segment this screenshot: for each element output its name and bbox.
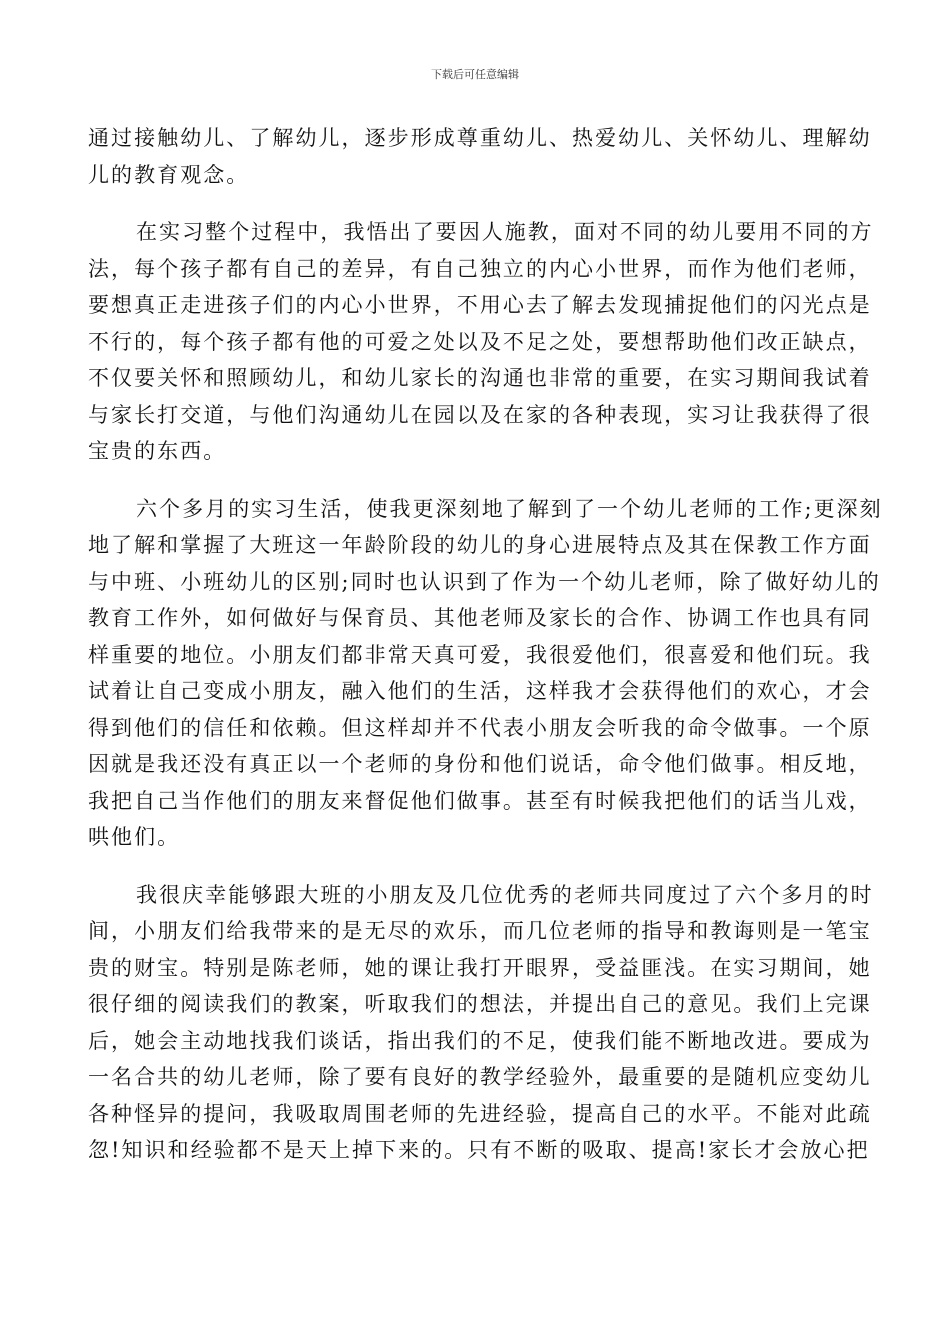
page-header: 下载后可任意编辑 — [431, 68, 519, 81]
paragraph-line: 在实习整个过程中，我悟出了要因人施教，面对不同的幼儿要用不同的方 — [136, 220, 874, 244]
paragraph-line: 一名合共的幼儿老师，除了要有良好的教学经验外，最重要的是随机应变幼儿 — [88, 1065, 872, 1089]
paragraph-line: 很仔细的阅读我们的教案，听取我们的想法，并提出自己的意见。我们上完课 — [88, 992, 872, 1016]
paragraph-line: 不行的，每个孩子都有他的可爱之处以及不足之处，要想帮助他们改正缺点， — [88, 329, 872, 354]
paragraph-line: 宝贵的东西。 — [88, 439, 227, 463]
paragraph-line: 样重要的地位。小朋友们都非常天真可爱，我很爱他们，很喜爱和他们玩。我 — [88, 642, 872, 667]
paragraph-line: 间，小朋友们给我带来的是无尽的欢乐，而几位老师的指导和教诲则是一笔宝 — [88, 919, 872, 943]
paragraph-line: 忽!知识和经验都不是天上掉下来的。只有不断的吸取、提高!家长才会放心把 — [88, 1138, 870, 1162]
paragraph-line: 与家长打交道，与他们沟通幼儿在园以及在家的各种表现，实习让我获得了很 — [88, 402, 872, 427]
paragraph — [88, 877, 874, 1169]
paragraph-line: 得到他们的信任和依赖。但这样却并不代表小朋友会听我的命令做事。一个原 — [88, 715, 872, 740]
paragraph-line: 不仅要关怀和照顾幼儿，和幼儿家长的沟通也非常的重要，在实习期间我试着 — [88, 366, 872, 390]
document-body — [88, 120, 883, 1190]
paragraph-line: 六个多月的实习生活，使我更深刻地了解到了一个幼儿老师的工作;更深刻 — [136, 496, 883, 521]
paragraph-line: 贵的财宝。特别是陈老师，她的课让我打开眼界，受益匪浅。在实习期间，她 — [88, 955, 872, 980]
paragraph-line: 儿的教育观念。 — [88, 162, 250, 187]
paragraph-line: 各种怪异的提问，我吸取周围老师的先进经验，提高自己的水平。不能对此疏 — [88, 1101, 872, 1126]
paragraph-line: 因就是我还没有真正以一个老师的身份和他们说话，命令他们做事。相反地， — [88, 752, 872, 776]
paragraph-line: 后，她会主动地找我们谈话，指出我们的不足，使我们能不断地改进。要成为 — [88, 1028, 872, 1053]
paragraph-line: 我把自己当作他们的朋友来督促他们做事。甚至有时候我把他们的话当儿戏， — [88, 788, 872, 813]
paragraph-line: 哄他们。 — [88, 825, 181, 849]
paragraph — [88, 491, 883, 856]
paragraph-line: 法，每个孩子都有自己的差异，有自己独立的内心小世界，而作为他们老师， — [88, 256, 872, 281]
paragraph-line: 试着让自己变成小朋友，融入他们的生活，这样我才会获得他们的欢心，才会 — [88, 679, 872, 703]
paragraph — [88, 214, 874, 470]
paragraph — [88, 120, 872, 193]
paragraph-line: 通过接触幼儿、了解幼儿，逐步形成尊重幼儿、热爱幼儿、关怀幼儿、理解幼 — [88, 126, 872, 150]
paragraph-line: 教育工作外，如何做好与保育员、其他老师及家长的合作、协调工作也具有同 — [88, 606, 872, 630]
paragraph-line: 与中班、小班幼儿的区别;同时也认识到了作为一个幼儿老师，除了做好幼儿的 — [88, 569, 881, 594]
paragraph-line: 地了解和掌握了大班这一年龄阶段的幼儿的身心进展特点及其在保教工作方面 — [88, 533, 872, 557]
paragraph-line: 我很庆幸能够跟大班的小朋友及几位优秀的老师共同度过了六个多月的时 — [136, 882, 874, 907]
paragraph-line: 要想真正走进孩子们的内心小世界，不用心去了解去发现捕捉他们的闪光点是 — [88, 293, 872, 317]
